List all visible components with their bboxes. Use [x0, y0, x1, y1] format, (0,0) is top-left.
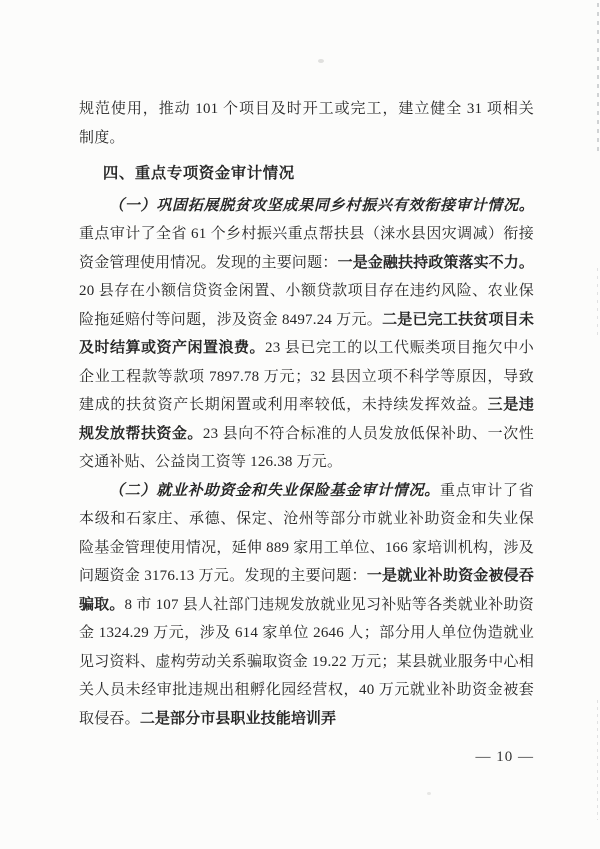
text-segment-em: 一是金融扶持政策落实不力。: [337, 253, 534, 271]
text-segment-kai: （一）巩固拓展脱贫攻坚成果同乡村振兴有效衔接审计情况。: [109, 197, 534, 214]
text-segment-em: 一是就业补助资金被侵吞骗取。: [79, 567, 534, 613]
text-segment-normal: 20 县存在小额信贷资金闲置、小额贷款项目存在违约风险、农业保险拖延赔付等问题，涉及资金 8497.24 万元。: [79, 283, 534, 328]
text-segment-normal: 23 县向不符合标准的人员发放低保补助、一次性交通补贴、公益岗工资等 126.38 万元。: [79, 425, 534, 470]
text-segment-normal: 23 县已完工的以工代赈类项目拖欠中小企业工程款等款项 7897.78 万元；32 县因立项不科学等原因，导致建成的扶贫资产长期闲置或利用率较低，未持续发挥效益。: [79, 340, 535, 413]
text-segment-kai: （二）就业补助资金和失业保险基金审计情况。: [109, 482, 440, 499]
text-segment-em: 二是已完工扶贫项目未及时结算或资产闲置浪费。: [79, 310, 534, 356]
text-segment-em: 二是部分市县职业技能培训弄: [139, 709, 337, 727]
scan-smudge-top: [318, 59, 324, 63]
paragraph: [79, 192, 534, 477]
text-segment-normal: 重点审计了全省 61 个乡村振兴重点帮扶县（涞水县因灾调减）衔接资金管理使用情况。发现的主要问题：: [79, 226, 534, 271]
scan-noise-right-edge-top: [597, 3, 599, 153]
paragraph: [79, 124, 534, 153]
text-segment-hei: 四、重点专项资金审计情况: [102, 165, 295, 182]
text-segment-normal: 制度。: [79, 129, 125, 146]
text-segment-normal: 规范使用，推动 101 个项目及时开工或完工，建立健全 31 项相关: [79, 101, 534, 117]
section-heading: [79, 160, 534, 189]
paragraph: [79, 477, 534, 734]
scan-smudge-bottom: [427, 792, 431, 795]
text-segment-normal: 重点审计了省本级和石家庄、承德、保定、沧州等部分市就业补助资金和失业保险基金管理使用情况，延伸 889 家用工单位、166 家培训机构，涉及问题资金 3176.13 万元。发现的主要问题：: [79, 482, 535, 584]
text-segment-em: 三是违规发放帮扶资金。: [79, 396, 534, 442]
scan-noise-right-edge-middle: [597, 268, 598, 338]
paragraph: [79, 95, 534, 124]
page-number: — 10 —: [475, 749, 534, 765]
scan-noise-right-edge-bottom: [597, 700, 598, 820]
page-body-text: [79, 95, 534, 733]
text-segment-normal: 8 市 107 县人社部门违规发放就业见习补贴等各类就业补助资金 1324.29 万元，涉及 614 家单位 2646 人；部分用人单位伪造就业见习资料、虚构劳动关系骗取资金 19.22 万元；某县就业服务中心相关人员未经审批违规出租孵化园经营权，40 万元就业补助资金被套取侵吞。: [79, 596, 535, 727]
